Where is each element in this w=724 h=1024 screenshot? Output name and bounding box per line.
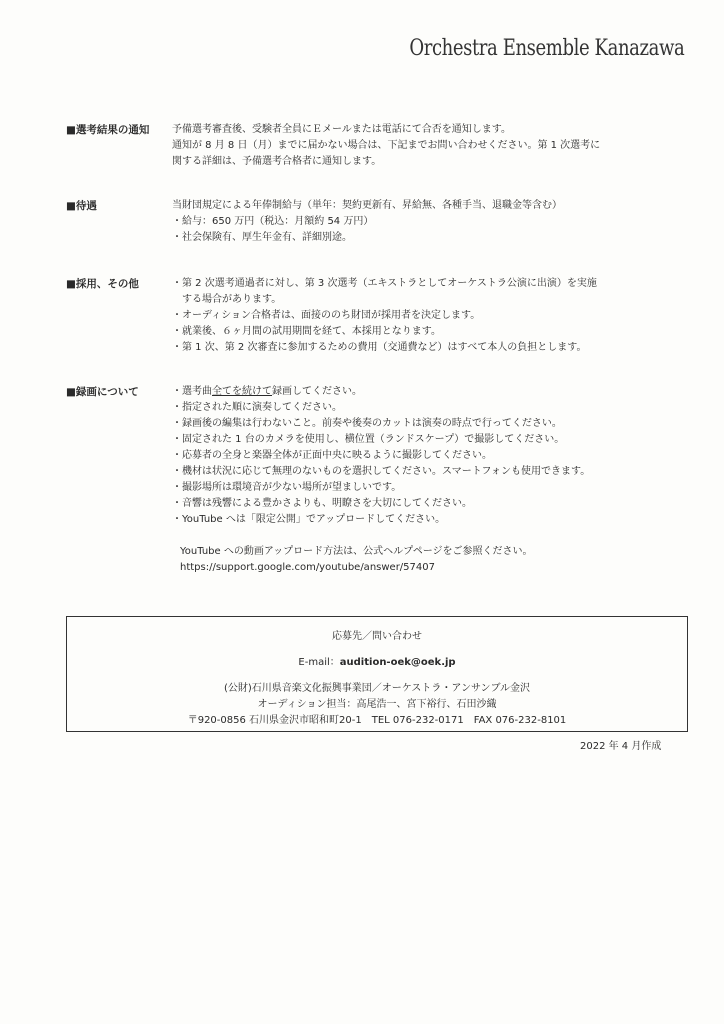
text-line: ・指定された順に演奏してください。 [172,402,342,413]
text-line: ・応募者の全身と楽器全体が正面中央に映るように撮影してください。 [172,450,492,461]
text-line [172,384,672,400]
help-url-link[interactable]: https://support.google.com/youtube/answer/57407 [180,562,435,573]
contact-org: (公財)石川県音楽文化振興事業団／オーケストラ・アンサンブル金沢 [223,683,531,694]
section-label: ■選考結果の通知 [66,124,150,136]
underlined-text: 全てを続けて [212,386,272,397]
text-line: する場合があります。 [172,294,282,305]
text-line: 関する詳細は、予備選考合格者に通知します。 [172,156,382,167]
section-label: ■採用、その他 [66,278,139,290]
text-line: ・撮影場所は環境音が少ない場所が望ましいです。 [172,482,402,493]
text-line: ・第 2 次選考通過者に対し、第 3 次選考（エキストラとしてオーケストラ公演に出演）を実施 [172,278,597,289]
text-line: ・機材は状況に応じて無理のないものを選択してください。スマートフォンも使用できます。 [172,466,591,477]
text-line: ・YouTube へは「限定公開」でアップロードしてください。 [172,514,446,525]
section-label: ■待遇 [66,200,97,212]
contact-title: 応募先／問い合わせ [332,631,422,642]
text-line: ・給与：650 万円（税込：月額約 54 万円） [172,216,374,227]
contact-email-row [67,653,687,668]
text-segment: 録画してください。 [272,386,362,397]
section-body [172,276,672,356]
text-line: ・就業後、６ヶ月間の試用期間を経て、本採用となります。 [172,326,441,337]
text-line: 予備選考審査後、受験者全員にＥメールまたは電話にて合否を通知します。 [172,124,511,135]
text-line: 当財団規定による年俸制給与（単年：契約更新有、昇給無、各種手当、退職金等含む） [172,200,562,211]
text-line: ・固定された 1 台のカメラを使用し、横位置（ランドスケープ）で撮影してください。 [172,434,565,445]
text-line: ・オーディション合格者は、面接ののち財団が採用者を決定します。 [172,310,481,321]
contact-staff: オーディション担当：高尾浩一、宮下裕行、石田沙織 [257,699,497,710]
text-line: ・社会保険有、厚生年金有、詳細別途。 [172,232,352,243]
help-text: YouTube への動画アップロード方法は、公式ヘルプページをご参照ください。 [180,546,533,557]
section-body [172,198,672,246]
text-line: ・音響は残響による豊かさよりも、明瞭さを大切にしてください。 [172,498,472,509]
email-label: E-mail： [298,657,340,668]
email-link[interactable]: audition-oek@oek.jp [339,657,456,668]
contact-address: 〒920-0856 石川県金沢市昭和町20-1 TEL 076-232-0171 FAX 076-232-8101 [187,715,567,726]
creation-date: 2022 年 4 月作成 [580,741,662,752]
text-segment: ・選考曲 [172,386,212,397]
contact-box [66,616,688,732]
logo: Orchestra Ensemble Kanazawa [409,36,684,61]
section-body [172,122,672,170]
section-body [172,384,672,576]
text-line: 通知が 8 月 8 日（月）までに届かない場合は、下記までお問い合わせください。第 1 次選考に [172,140,601,151]
text-line: ・第 1 次、第 2 次審査に参加するための費用（交通費など）はすべて本人の負担とします。 [172,342,587,353]
section-label: ■録画について [66,386,139,398]
text-line: ・録画後の編集は行わないこと。前奏や後奏のカットは演奏の時点で行ってください。 [172,418,562,429]
